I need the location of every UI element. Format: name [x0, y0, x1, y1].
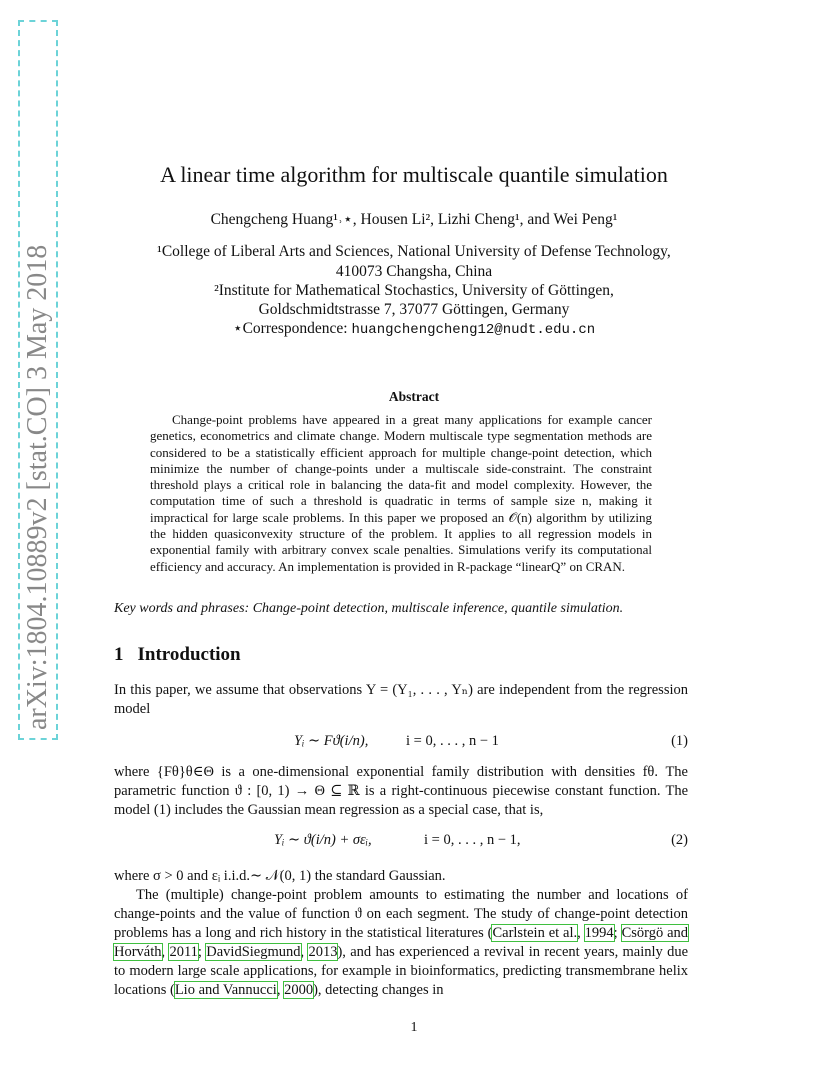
abstract-heading: Abstract [388, 389, 440, 404]
paper-title: A linear time algorithm for multiscale quantile simulation [160, 162, 668, 187]
abstract-text: Change-point problems have appeared in a great many applications for example cancer genetics, econometrics and climate change. Modern multiscale type segmentation methods are considered to be a statistically efficient approach for multiple change-point detection, which minimize the number of change-points under a multiscale side-constraint. The constraint threshold plays a critical role in balancing the data-fit and model complexity. However, the computation time of such a threshold is quadratic in terms of sample size n, making it impractical for large scale problems. In this paper we proposed an 𝒪(n) algorithm by utilizing the hidden quasiconvexity structure of the problem. It applies to all regression models in exponential family with arbitrary convex scale penalties. Simulations verify its computational efficiency and accuracy. An implementation is provided in R-package “linearQ” on CRAN. [150, 412, 652, 574]
paragraph-4: The (multiple) change-point problem amounts to estimating the number and locations of change-points and the value of function ϑ on each segment. The study of change-point detection problems has a long and rich history in the statistical literatures (Carlstein et al., 1994; Csörgö and Horváth, 2011; DavidSiegmund, 2013), and has experienced a revival in recent years, mainly due to modern large scale applications, for example in bioinformatics, predicting transmembrane helix locations (Lio and Vannucci, 2000), detecting changes in [114, 887, 689, 998]
affiliation-line-4: Goldschmidtstrasse 7, 37077 Göttingen, Germany [258, 301, 570, 318]
affiliation-line-1: ¹College of Liberal Arts and Sciences, National University of Defense Technology, [157, 243, 671, 260]
section-title: Introduction [137, 644, 241, 665]
paragraph-4-text-1: The (multiple) change-point problem amounts to estimating the number and locations of change-points and the value of function ϑ on each segment. The study of change-point detection problems has a long and rich history in the statistical literatures ( [114, 887, 688, 941]
paragraph-4-sep-1: ; [613, 925, 622, 941]
affiliation-line-2: 410073 Changsha, China [335, 263, 493, 280]
equation-2-number: (2) [671, 832, 688, 848]
page-number: 1 [410, 1020, 418, 1035]
paragraph-4-text-2: ), and has experienced a revival in recent years, mainly due to modern large scale applications, for example in bioinformatics, predicting transmembrane helix locations ( [114, 944, 689, 998]
paragraph-4-sep-2: ; [197, 944, 207, 960]
correspondence-label: ⋆Correspondence: [232, 320, 352, 337]
arxiv-stamp: arXiv:1804.10889v2 [stat.CO] 3 May 2018 [18, 20, 58, 740]
section-number: 1 [114, 644, 124, 665]
citation-year-link-2011[interactable]: 2011 [169, 944, 198, 960]
citation-link-carlstein[interactable]: Carlstein et al. [492, 925, 578, 941]
citation-link-lio[interactable]: Lio and Vannucci [174, 982, 277, 998]
paragraph-2: where {Fθ}θ∈Θ is a one-dimensional exponential family distribution with densities fθ. The parametric function ϑ : [0, 1) → Θ ⊆ ℝ is a right-continuous piecewise constant function. The model (1) includes the Gaussian mean regression as a special case, that is, [114, 764, 688, 818]
citation-link-csorgo[interactable]: Csörgö and Horváth [114, 925, 689, 960]
paragraph-3: where σ > 0 and εᵢ i.i.d.∼ 𝒩(0, 1) the standard Gaussian. [114, 868, 446, 884]
correspondence [0, 319, 828, 340]
citation-year-link-1994[interactable]: 1994 [584, 925, 614, 941]
equation-2-rhs: i = 0, . . . , n − 1, [424, 832, 521, 848]
affiliation-line-3: ²Institute for Mathematical Stochastics, University of Göttingen, [214, 282, 614, 299]
citation-link-siegmund[interactable]: DavidSiegmund [206, 944, 301, 960]
citation-year-link-2013[interactable]: 2013 [308, 944, 338, 960]
paragraph-4-text-3: ), detecting changes in [313, 982, 444, 998]
section-heading [114, 644, 241, 666]
citation-year-link-2000[interactable]: 2000 [284, 982, 314, 998]
equation-1-number: (1) [671, 733, 688, 749]
authors: Chengcheng Huang¹˒⋆, Housen Li², Lizhi Cheng¹, and Wei Peng¹ [210, 211, 618, 228]
paragraph-1: In this paper, we assume that observations Y = (Y₁, . . . , Yₙ) are independent from the regression model [114, 682, 688, 717]
equation-1-rhs: i = 0, . . . , n − 1 [406, 733, 499, 749]
correspondence-email[interactable]: huangchengcheng12@nudt.edu.cn [351, 322, 596, 338]
keywords: Key words and phrases: Change-point detection, multiscale inference, quantile simulation. [114, 601, 624, 616]
equation-2-lhs: Yᵢ ∼ ϑ(i/n) + σεᵢ, [274, 832, 372, 848]
equation-1-lhs: Yᵢ ∼ Fϑ(i/n), [294, 733, 369, 749]
